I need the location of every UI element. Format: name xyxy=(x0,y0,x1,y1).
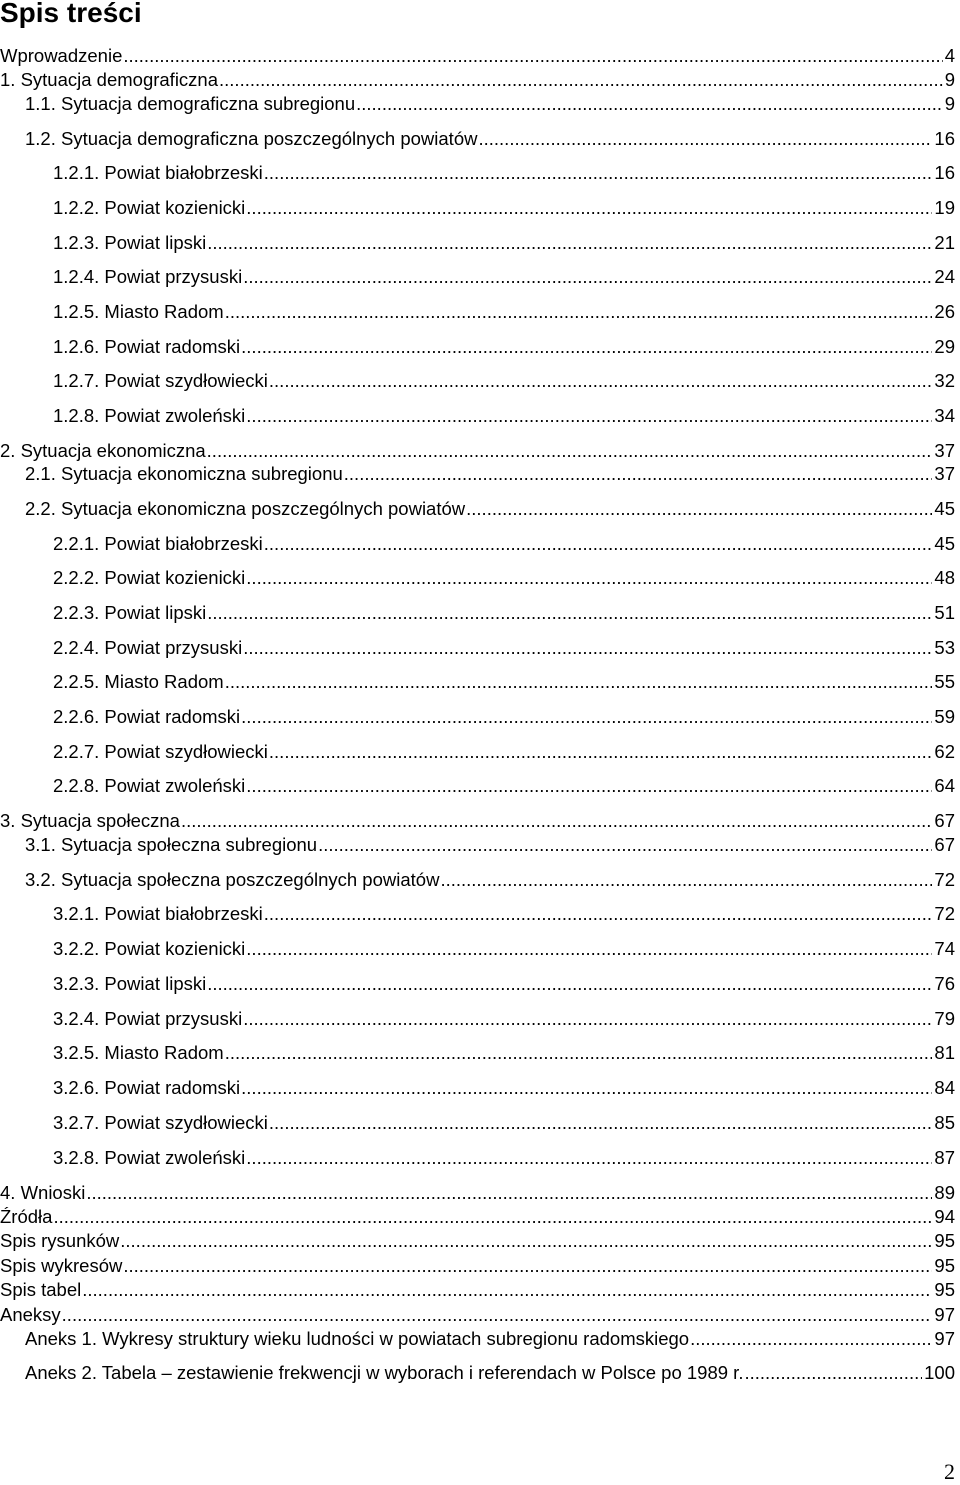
toc-entry-title: Aneks 2. Tabela – zestawienie frekwencji w wyborach i referendach w Polsce po 1989 r. xyxy=(25,1362,744,1383)
toc-entry[interactable] xyxy=(53,602,955,624)
toc-entry-page: 67 xyxy=(934,834,955,855)
toc-dot-leader xyxy=(82,1279,932,1301)
toc-entry-title: Spis wykresów xyxy=(0,1255,123,1276)
toc-entry-page: 59 xyxy=(934,706,955,727)
toc-entry-title: 4. Wnioski xyxy=(0,1182,86,1203)
toc-entry-title: 3. Sytuacja społeczna xyxy=(0,810,180,831)
toc-entry-title: 2.1. Sytuacja ekonomiczna subregionu xyxy=(25,463,343,484)
toc-dot-leader xyxy=(344,463,933,485)
toc-entry-page: 53 xyxy=(934,637,955,658)
toc-entry[interactable] xyxy=(25,834,955,856)
toc-entry-page: 37 xyxy=(934,440,955,461)
toc-dot-leader xyxy=(207,440,933,462)
toc-dot-leader xyxy=(318,834,932,856)
toc-entry[interactable] xyxy=(25,128,955,150)
toc-entry-page: 32 xyxy=(934,370,955,391)
toc-entry-title: 3.2.7. Powiat szydłowiecki xyxy=(53,1112,268,1133)
toc-dot-leader xyxy=(264,903,933,925)
toc-dot-leader xyxy=(243,637,932,659)
toc-entry-page: 85 xyxy=(934,1112,955,1133)
toc-entry-title: Wprowadzenie xyxy=(0,45,123,66)
toc-entry-title: 2.2.2. Powiat kozienicki xyxy=(53,567,246,588)
toc-entry[interactable] xyxy=(0,1304,955,1326)
toc-entry[interactable] xyxy=(0,440,955,462)
toc-entry[interactable] xyxy=(0,810,955,832)
toc-dot-leader xyxy=(246,197,932,219)
toc-dot-leader xyxy=(120,1230,932,1252)
toc-entry[interactable] xyxy=(53,1147,955,1169)
toc-entry-page: 45 xyxy=(934,533,955,554)
toc-dot-leader xyxy=(243,266,932,288)
toc-entry-page: 9 xyxy=(944,93,955,114)
toc-entry-title: 2.2.6. Powiat radomski xyxy=(53,706,241,727)
toc-dot-leader xyxy=(356,93,943,115)
toc-entry-page: 76 xyxy=(934,973,955,994)
toc-entry[interactable] xyxy=(0,1182,955,1204)
toc-entry[interactable] xyxy=(0,1206,955,1228)
toc-entry-page: 9 xyxy=(944,69,955,90)
toc-entry[interactable] xyxy=(25,869,955,891)
toc-entry-title: 3.2.3. Powiat lipski xyxy=(53,973,207,994)
toc-entry-page: 34 xyxy=(934,405,955,426)
page-number: 2 xyxy=(944,1459,955,1484)
toc-entry-title: 2.2.3. Powiat lipski xyxy=(53,602,207,623)
toc-entry[interactable] xyxy=(53,301,955,323)
toc-entry-title: Spis tabel xyxy=(0,1279,82,1300)
toc-entry[interactable] xyxy=(0,1279,955,1301)
toc-entry[interactable] xyxy=(25,498,955,520)
toc-entry-title: 1.2.6. Powiat radomski xyxy=(53,336,241,357)
toc-entry[interactable] xyxy=(25,93,955,115)
toc-entry-title: 3.2.4. Powiat przysuski xyxy=(53,1008,243,1029)
toc-entry-title: Aneksy xyxy=(0,1304,61,1325)
toc-entry-title: 3.2. Sytuacja społeczna poszczególnych powiatów xyxy=(25,869,440,890)
toc-entry-page: 51 xyxy=(934,602,955,623)
toc-entry[interactable] xyxy=(53,1008,955,1030)
toc-entry-page: 89 xyxy=(934,1182,955,1203)
toc-entry[interactable] xyxy=(25,1362,955,1384)
toc-entry-page: 4 xyxy=(944,45,955,66)
toc-entry-page: 81 xyxy=(934,1042,955,1063)
toc-entry-page: 97 xyxy=(934,1328,955,1349)
toc-entry[interactable] xyxy=(53,197,955,219)
toc-dot-leader xyxy=(246,405,932,427)
toc-entry-title: 2.2.5. Miasto Radom xyxy=(53,671,224,692)
toc-entry-title: 3.2.8. Powiat zwoleński xyxy=(53,1147,246,1168)
toc-dot-leader xyxy=(466,498,932,520)
toc-entry-page: 79 xyxy=(934,1008,955,1029)
toc-entry-page: 29 xyxy=(934,336,955,357)
page-title: Spis treści xyxy=(0,0,142,28)
toc-dot-leader xyxy=(225,301,933,323)
toc-dot-leader xyxy=(478,128,932,150)
toc-entry-page: 62 xyxy=(934,741,955,762)
toc-entry-page: 87 xyxy=(934,1147,955,1168)
toc-entry-title: 1. Sytuacja demograficzna xyxy=(0,69,219,90)
toc-entry-title: 1.2.3. Powiat lipski xyxy=(53,232,207,253)
toc-entry-title: 3.1. Sytuacja społeczna subregionu xyxy=(25,834,318,855)
toc-entry-page: 95 xyxy=(934,1279,955,1300)
toc-entry-title: 2.2. Sytuacja ekonomiczna poszczególnych powiatów xyxy=(25,498,466,519)
toc-entry-page: 72 xyxy=(934,903,955,924)
toc-entry-title: Źródła xyxy=(0,1206,53,1227)
toc-entry[interactable] xyxy=(53,336,955,358)
toc-entry[interactable] xyxy=(0,45,955,67)
toc-entry[interactable] xyxy=(53,706,955,728)
toc-dot-leader xyxy=(123,45,942,67)
toc-entry-title: 1.2.7. Powiat szydłowiecki xyxy=(53,370,268,391)
toc-entry[interactable] xyxy=(53,533,955,555)
toc-dot-leader xyxy=(241,1077,932,1099)
toc-entry-page: 97 xyxy=(934,1304,955,1325)
toc-dot-leader xyxy=(269,1112,933,1134)
toc-entry-title: 2.2.8. Powiat zwoleński xyxy=(53,775,246,796)
toc-entry[interactable] xyxy=(53,1042,955,1064)
toc-dot-leader xyxy=(207,973,932,995)
toc-entry-title: 2.2.7. Powiat szydłowiecki xyxy=(53,741,268,762)
toc-entry[interactable] xyxy=(53,162,955,184)
toc-entry-title: Spis rysunków xyxy=(0,1230,120,1251)
toc-entry-page: 45 xyxy=(934,498,955,519)
toc-dot-leader xyxy=(225,1042,933,1064)
toc-entry-title: 2. Sytuacja ekonomiczna xyxy=(0,440,206,461)
toc-entry[interactable] xyxy=(53,266,955,288)
toc-entry[interactable] xyxy=(0,1230,955,1252)
toc-dot-leader xyxy=(744,1362,922,1384)
toc-dot-leader xyxy=(269,741,933,763)
toc-entry-page: 26 xyxy=(934,301,955,322)
toc-entry-page: 48 xyxy=(934,567,955,588)
toc-entry-title: 1.2. Sytuacja demograficzna poszczególnych powiatów xyxy=(25,128,478,149)
toc-dot-leader xyxy=(123,1255,932,1277)
toc-entry-page: 55 xyxy=(934,671,955,692)
toc-entry-page: 100 xyxy=(924,1362,955,1383)
toc-entry-title: 2.2.4. Powiat przysuski xyxy=(53,637,243,658)
toc-dot-leader xyxy=(269,370,933,392)
toc-dot-leader xyxy=(690,1328,932,1350)
toc-dot-leader xyxy=(246,567,932,589)
toc-entry[interactable] xyxy=(53,741,955,763)
toc-entry-page: 19 xyxy=(934,197,955,218)
toc-entry-page: 21 xyxy=(934,232,955,253)
toc-entry-page: 24 xyxy=(934,266,955,287)
toc-entry[interactable] xyxy=(53,903,955,925)
toc-dot-leader xyxy=(207,602,932,624)
toc-entry-page: 84 xyxy=(934,1077,955,1098)
toc-entry[interactable] xyxy=(53,232,955,254)
toc-dot-leader xyxy=(207,232,932,254)
toc-entry-title: 1.2.8. Powiat zwoleński xyxy=(53,405,246,426)
toc-entry[interactable] xyxy=(53,567,955,589)
toc-dot-leader xyxy=(243,1008,932,1030)
toc-dot-leader xyxy=(219,69,943,91)
toc-entry[interactable] xyxy=(0,69,955,91)
toc-dot-leader xyxy=(246,938,932,960)
toc-entry-page: 67 xyxy=(934,810,955,831)
toc-entry-page: 95 xyxy=(934,1255,955,1276)
toc-entry-page: 94 xyxy=(934,1206,955,1227)
toc-entry-page: 74 xyxy=(934,938,955,959)
toc-entry[interactable] xyxy=(53,938,955,960)
toc-entry-title: 3.2.6. Powiat radomski xyxy=(53,1077,241,1098)
toc-entry-page: 16 xyxy=(934,162,955,183)
toc-entry-title: 1.2.4. Powiat przysuski xyxy=(53,266,243,287)
toc-dot-leader xyxy=(246,775,932,797)
toc-dot-leader xyxy=(241,706,932,728)
toc-entry-title: 1.1. Sytuacja demograficzna subregionu xyxy=(25,93,356,114)
toc-entry-page: 72 xyxy=(934,869,955,890)
toc-entry[interactable] xyxy=(53,973,955,995)
toc-entry[interactable] xyxy=(53,637,955,659)
toc-dot-leader xyxy=(246,1147,932,1169)
toc-dot-leader xyxy=(86,1182,932,1204)
toc-entry[interactable] xyxy=(53,370,955,392)
toc-entry[interactable] xyxy=(53,405,955,427)
toc-entry-page: 37 xyxy=(934,463,955,484)
toc-dot-leader xyxy=(62,1304,933,1326)
toc-entry[interactable] xyxy=(53,1077,955,1099)
toc-entry-title: 3.2.5. Miasto Radom xyxy=(53,1042,224,1063)
toc-entry[interactable] xyxy=(53,1112,955,1134)
toc-dot-leader xyxy=(264,533,933,555)
toc-dot-leader xyxy=(181,810,932,832)
toc-entry[interactable] xyxy=(25,1328,955,1350)
toc-entry-page: 16 xyxy=(934,128,955,149)
toc-dot-leader xyxy=(440,869,932,891)
toc-dot-leader xyxy=(225,671,933,693)
toc-entry-title: 2.2.1. Powiat białobrzeski xyxy=(53,533,263,554)
toc-entry-title: 1.2.1. Powiat białobrzeski xyxy=(53,162,263,183)
toc-dot-leader xyxy=(264,162,933,184)
toc-dot-leader xyxy=(241,336,932,358)
toc-entry-page: 64 xyxy=(934,775,955,796)
toc-entry-title: 1.2.2. Powiat kozienicki xyxy=(53,197,246,218)
toc-entry[interactable] xyxy=(0,1255,955,1277)
toc-entry-title: 1.2.5. Miasto Radom xyxy=(53,301,224,322)
toc-entry-title: 3.2.1. Powiat białobrzeski xyxy=(53,903,263,924)
toc-entry[interactable] xyxy=(53,775,955,797)
toc-entry[interactable] xyxy=(25,463,955,485)
toc-entry-title: 3.2.2. Powiat kozienicki xyxy=(53,938,246,959)
toc-entry-title: Aneks 1. Wykresy struktury wieku ludności w powiatach subregionu radomskiego xyxy=(25,1328,690,1349)
toc-dot-leader xyxy=(53,1206,932,1228)
toc-entry-page: 95 xyxy=(934,1230,955,1251)
toc-entry[interactable] xyxy=(53,671,955,693)
